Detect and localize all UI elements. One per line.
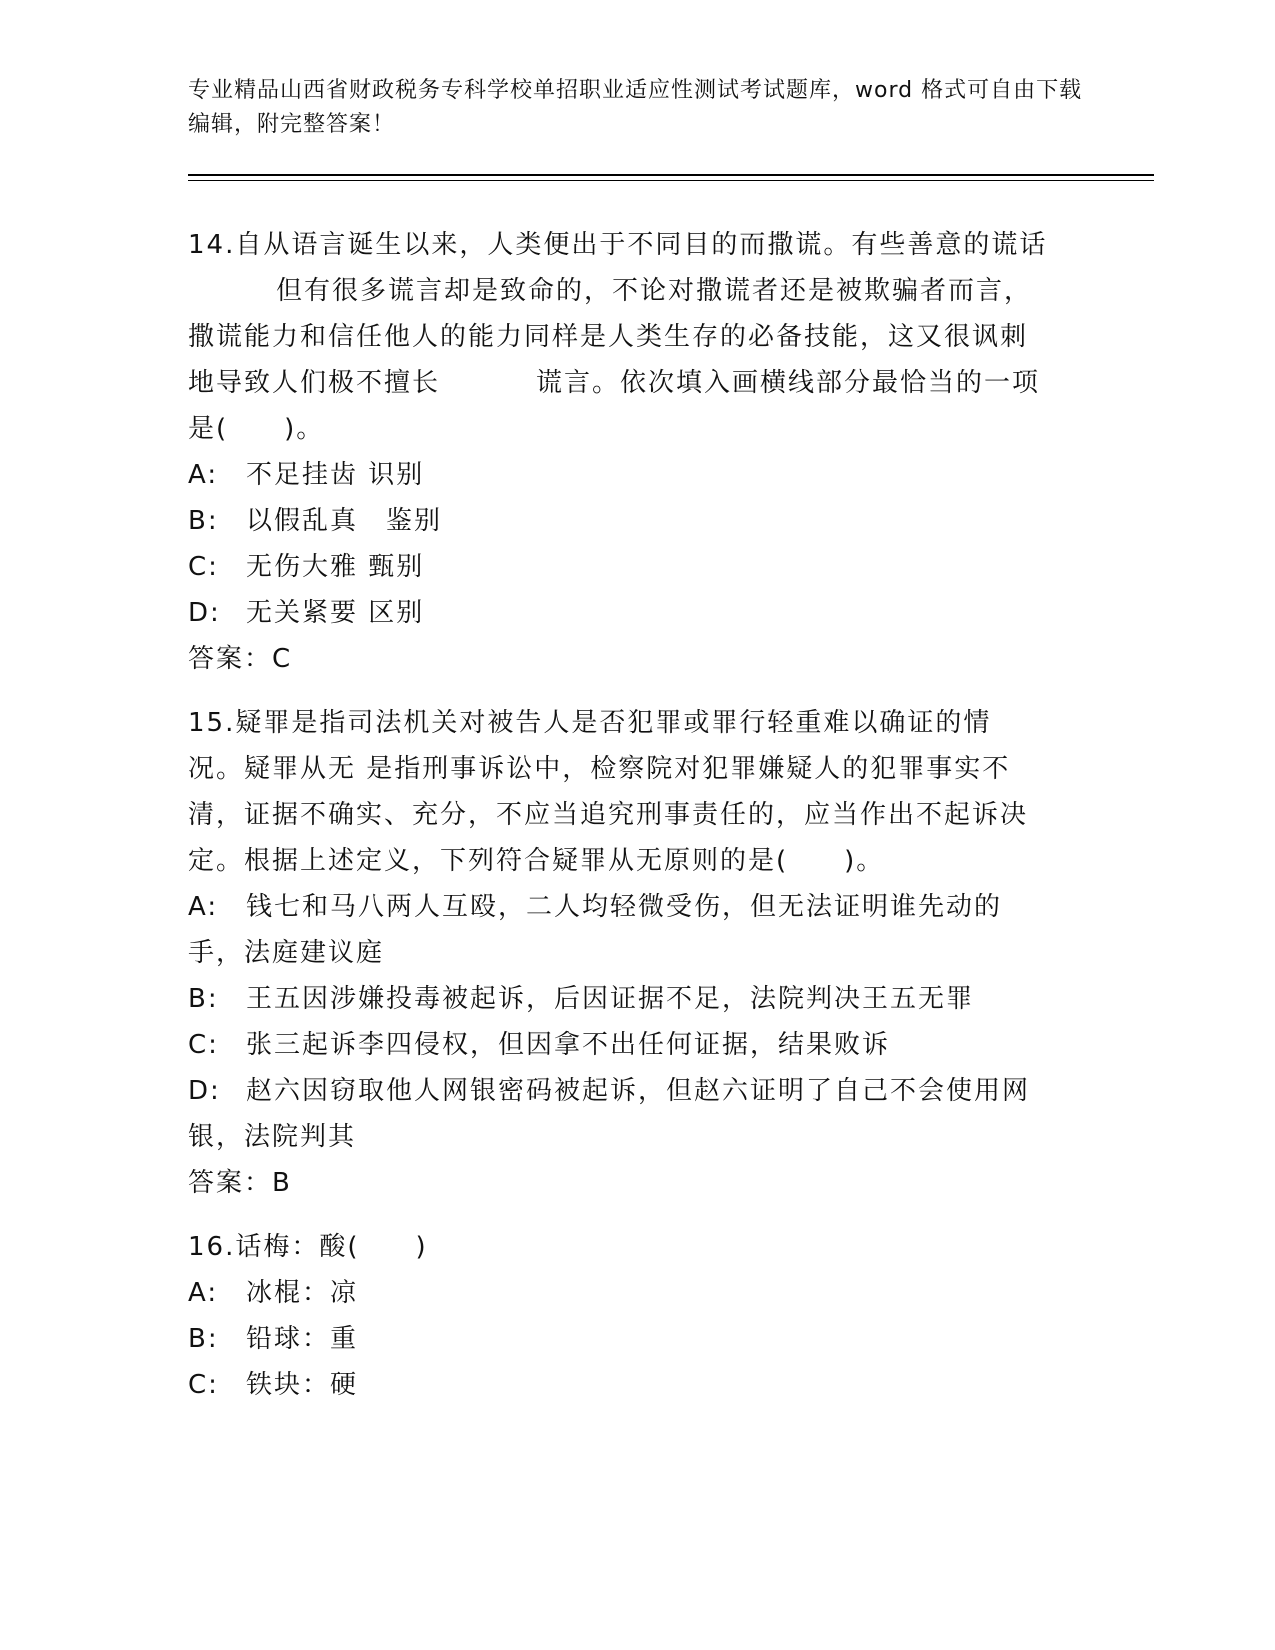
question-15-option-c — [188, 1022, 1038, 1068]
question-14-option-b — [188, 498, 1088, 544]
question-16-option-b — [188, 1316, 1088, 1362]
question-16-option-c — [188, 1362, 1088, 1408]
option-text: 铁块：硬 — [246, 1370, 359, 1400]
option-letter: D: — [188, 1076, 221, 1106]
option-letter: B: — [188, 1324, 219, 1354]
option-letter: A: — [188, 892, 219, 922]
question-14-line-2: 但有很多谎言却是致命的，不论对撒谎者还是被欺骗者而言， — [276, 276, 1033, 306]
question-16-stem: 16.话梅：酸( ) — [188, 1232, 428, 1262]
question-14-line-3: 撒谎能力和信任他人的能力同样是人类生存的必备技能，这又很讽刺 — [188, 322, 1029, 352]
question-16-option-a — [188, 1270, 1088, 1316]
option-letter: C: — [188, 1030, 219, 1060]
question-16 — [188, 1224, 1088, 1408]
header-rule-thin — [188, 180, 1154, 181]
question-15-stem: 15.疑罪是指司法机关对被告人是否犯罪或罪行轻重难以确证的情况。疑罪从无 是指刑事诉讼中，检察院对犯罪嫌疑人的犯罪事实不清，证据不确实、充分，不应当追究刑事责任的，应当作出不起诉决定。根据上述定义，下列符合疑罪从无原则的是( )。 — [188, 708, 1029, 876]
option-letter: A: — [188, 460, 219, 490]
question-15 — [188, 700, 1038, 1206]
question-14 — [188, 222, 1088, 682]
question-14-option-c — [188, 544, 1088, 590]
option-letter: D: — [188, 598, 221, 628]
question-14-answer: 答案：C — [188, 644, 293, 674]
header-rule-thick — [188, 174, 1154, 176]
option-text: 无伤大雅 甄别 — [246, 552, 425, 582]
document-header: 专业精品山西省财政税务专科学校单招职业适应性测试考试题库，word 格式可自由下载编辑，附完整答案！ — [188, 78, 1083, 137]
option-text: 钱七和马八两人互殴，二人均轻微受伤，但无法证明谁先动的手，法庭建议庭 — [188, 892, 1003, 968]
option-text: 无关紧要 区别 — [246, 598, 425, 628]
option-text: 铅球：重 — [246, 1324, 359, 1354]
option-letter: A: — [188, 1278, 219, 1308]
option-letter: C: — [188, 552, 219, 582]
question-14-line-4-before-blank: 地导致人们极不擅长 — [188, 368, 441, 398]
option-letter: B: — [188, 506, 219, 536]
question-14-option-d — [188, 590, 1088, 636]
question-14-line-4 — [188, 360, 1088, 406]
question-15-option-d — [188, 1068, 1038, 1160]
question-14-line-5: 是( )。 — [188, 414, 325, 444]
option-text: 冰棍：凉 — [246, 1278, 359, 1308]
question-14-line-4-after-blank: 谎言。依次填入画横线部分最恰当的一项 — [536, 368, 1041, 398]
option-text: 张三起诉李四侵权，但因拿不出任何证据，结果败诉 — [246, 1030, 891, 1060]
question-14-line-1: 14.自从语言诞生以来，人类便出于不同目的而撒谎。有些善意的谎话 — [188, 230, 1048, 260]
option-text: 以假乱真 鉴别 — [246, 506, 443, 536]
question-15-answer: 答案：B — [188, 1168, 292, 1198]
option-text: 不足挂齿 识别 — [246, 460, 425, 490]
option-text: 赵六因窃取他人网银密码被起诉，但赵六证明了自己不会使用网银，法院判其 — [188, 1076, 1031, 1152]
option-letter: B: — [188, 984, 219, 1014]
question-15-option-b — [188, 976, 1038, 1022]
question-14-option-a — [188, 452, 1088, 498]
option-text: 王五因涉嫌投毒被起诉，后因证据不足，法院判决王五无罪 — [246, 984, 975, 1014]
option-letter: C: — [188, 1370, 219, 1400]
question-15-option-a — [188, 884, 1038, 976]
